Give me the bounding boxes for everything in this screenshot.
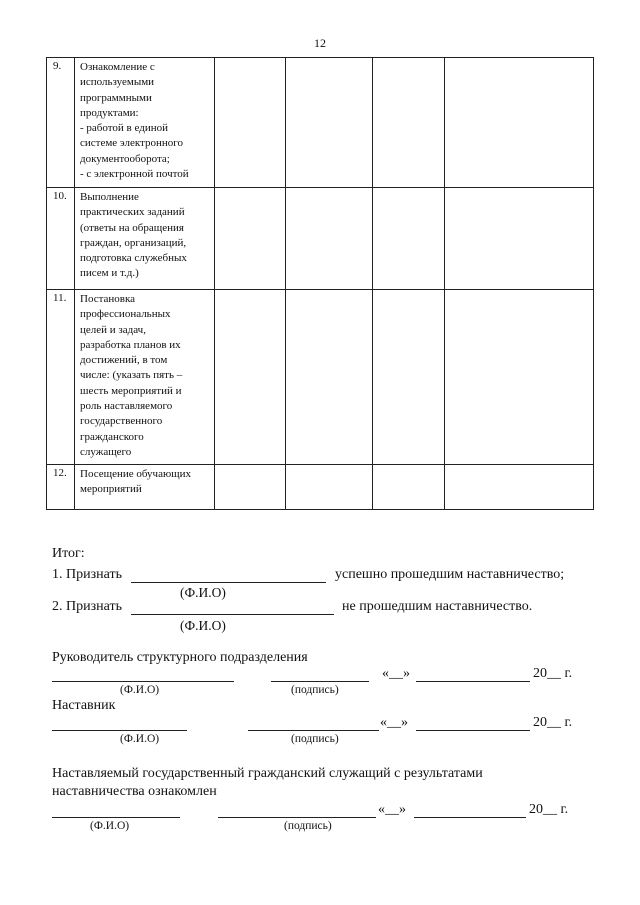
description-line: гражданского	[80, 430, 144, 443]
description-line: служащего	[80, 445, 132, 458]
empty-cell	[286, 290, 373, 465]
description-line: (ответы на обращения	[80, 221, 184, 234]
table-row	[47, 58, 594, 188]
fio-line-1	[131, 582, 326, 583]
head-date-month-line	[416, 681, 530, 682]
table-row	[47, 465, 594, 510]
description-line: документооборота;	[80, 152, 170, 165]
mentor-sign-line	[248, 730, 379, 731]
description-line: - работой в единой	[80, 122, 168, 135]
row-description	[75, 188, 215, 290]
description-line: подготовка служебных	[80, 252, 187, 265]
empty-cell	[215, 58, 286, 188]
mentor-fio-line	[52, 730, 187, 731]
mentee-fio-caption: (Ф.И.О)	[90, 820, 130, 832]
fio-caption-1: (Ф.И.О)	[180, 585, 226, 600]
row-description	[75, 465, 215, 510]
row-number: 9.	[47, 58, 75, 188]
mentee-sign-line	[218, 817, 376, 818]
mentor-title: Наставник	[52, 698, 116, 713]
description-line: достижений, в том	[80, 354, 168, 367]
description-line: Ознакомление с	[80, 61, 155, 73]
empty-cell	[373, 290, 445, 465]
mentee-date-month-line	[414, 817, 526, 818]
summary-item-2-prefix: 2. Признать	[52, 599, 122, 614]
page-number: 12	[314, 36, 326, 50]
mentor-fio-caption: (Ф.И.О)	[120, 733, 160, 745]
head-date-day: «__»	[382, 666, 410, 681]
mentor-date-month-line	[416, 730, 530, 731]
row-description	[75, 290, 215, 465]
description-line: используемыми	[80, 76, 155, 89]
empty-cell	[445, 58, 594, 188]
empty-cell	[215, 465, 286, 510]
description-line: разработка планов их	[80, 338, 181, 351]
description-line: шесть мероприятий и	[80, 384, 182, 397]
row-number: 10.	[47, 188, 75, 290]
summary-heading: Итог:	[52, 546, 85, 561]
empty-cell	[445, 290, 594, 465]
empty-cell	[286, 58, 373, 188]
mentee-date-day: «__»	[378, 802, 406, 817]
summary-item-1-suffix: успешно прошедшим наставничество;	[335, 567, 565, 582]
fio-caption-2: (Ф.И.О)	[180, 618, 226, 633]
empty-cell	[286, 465, 373, 510]
empty-cell	[373, 188, 445, 290]
summary-item-2-suffix: не прошедшим наставничество.	[342, 599, 533, 614]
description-line: писем и т.д.)	[80, 267, 139, 280]
mentor-sign-caption: (подпись)	[291, 733, 339, 745]
empty-cell	[373, 465, 445, 510]
empty-cell	[215, 290, 286, 465]
description-line: Постановка	[80, 293, 136, 305]
description-line: мероприятий	[80, 483, 142, 496]
description-line: числе: (указать пять –	[80, 369, 183, 382]
empty-cell	[215, 188, 286, 290]
description-line: практических заданий	[80, 206, 185, 219]
empty-cell	[286, 188, 373, 290]
description-line: профессиональных	[80, 308, 171, 321]
description-line: программными	[80, 91, 152, 104]
description-line: продуктами:	[80, 106, 139, 119]
description-line: граждан, организаций,	[80, 236, 187, 249]
head-fio-line	[52, 681, 234, 682]
description-line: системе электронного	[80, 137, 183, 150]
empty-cell	[373, 58, 445, 188]
head-sign-line	[271, 681, 369, 682]
mentee-date-year: 20__ г.	[529, 802, 569, 817]
description-line: Выполнение	[80, 191, 139, 203]
mentee-sign-caption: (подпись)	[284, 820, 332, 832]
description-line: роль наставляемого	[80, 400, 173, 413]
description-line: Посещение обучающих	[80, 468, 192, 480]
summary-item-1-prefix: 1. Признать	[52, 567, 122, 582]
fio-line-2	[131, 614, 334, 615]
head-sign-caption: (подпись)	[291, 684, 339, 696]
table-row	[47, 188, 594, 290]
row-description	[75, 58, 215, 188]
mentor-date-day: «__»	[380, 715, 408, 730]
empty-cell	[445, 465, 594, 510]
mentee-title-line-1: Наставляемый государственный гражданский служащий с результатами	[52, 766, 483, 781]
description-line: целей и задач,	[80, 323, 146, 336]
head-title: Руководитель структурного подразделения	[52, 650, 308, 665]
mentor-date-year: 20__ г.	[533, 715, 573, 730]
head-fio-caption: (Ф.И.О)	[120, 684, 160, 696]
empty-cell	[445, 188, 594, 290]
mentee-title-line-2: наставничества ознакомлен	[52, 784, 217, 799]
head-date-year: 20__ г.	[533, 666, 573, 681]
description-line: - с электронной почтой	[80, 168, 189, 181]
mentoring-plan-table	[46, 57, 594, 510]
row-number: 11.	[47, 290, 75, 465]
row-number: 12.	[47, 465, 75, 510]
table-row	[47, 290, 594, 465]
mentee-fio-line	[52, 817, 180, 818]
description-line: государственного	[80, 415, 163, 428]
